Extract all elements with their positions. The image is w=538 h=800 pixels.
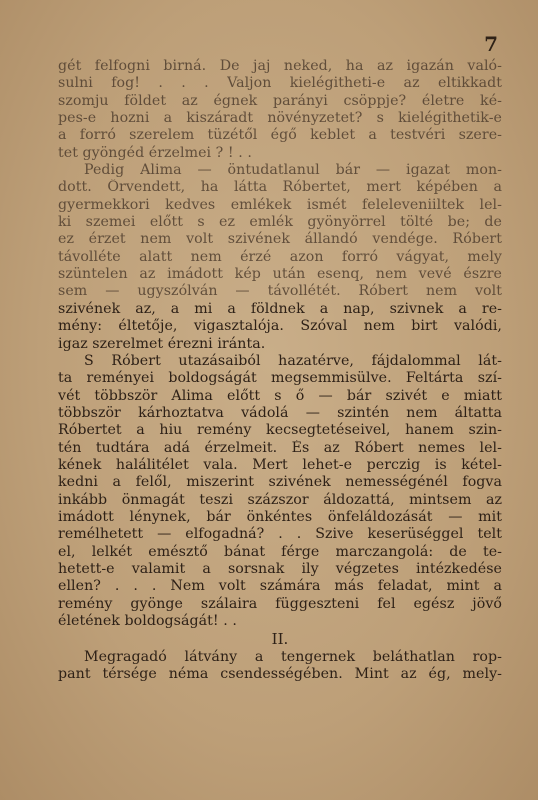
text-line: Róbertet a hiu remény kecsegtetéseivel, hanem szin- xyxy=(58,422,502,439)
text-line: gét felfogni birná. De jaj neked, ha az igazán való- xyxy=(58,58,502,74)
text-line: Pedig Alima — öntudatlanul bár — igazat mon- xyxy=(84,162,502,179)
page-number: 7 xyxy=(484,32,498,56)
text-line: el, lelkét emésztő bánat férge marczangolá: de te- xyxy=(58,543,502,560)
text-line: életének boldogságát! . . xyxy=(58,613,237,629)
text-line: gyermekkori kedves emlékek ismét feleleveniiltek lel- xyxy=(58,196,502,213)
text-line: S Róbert utazásaiból hazatérve, fájdalommal lát- xyxy=(84,352,502,369)
text-line: igaz szerelmet érezni iránta. xyxy=(58,335,266,352)
body-text xyxy=(58,58,502,683)
text-line: sulni fog! . . . Valjon kielégitheti-e az eltikkadt xyxy=(58,75,502,92)
text-line: remény gyönge szálaira függeszteni fel egész jövő xyxy=(58,595,502,612)
text-line: remélhetett — elfogadná? . . Szive keserüséggel telt xyxy=(58,526,502,543)
text-line: a forró szerelem tüzétől égő keblet a testvéri szere- xyxy=(58,127,502,144)
text-line: ki szemei előtt s ez emlék gyönyörrel tölté be; de xyxy=(58,214,502,231)
text-line: szomju földet az égnek parányi csöppje? életre ké- xyxy=(58,92,502,109)
text-line: pant térsége néma csendességében. Mint az ég, mely- xyxy=(58,666,502,683)
text-line: távolléte alatt nem érzé azon forró vágyat, mely xyxy=(58,248,502,265)
text-line: ellen? . . . Nem volt számára más feladat, mint a xyxy=(58,578,502,595)
text-line: Megragadó látvány a tengernek beláthatlan rop- xyxy=(84,648,502,665)
text-line: vét többször Alima előtt s ő — bár szivét e miatt xyxy=(58,387,502,404)
text-line: pes-e hozni a kiszáradt növényzetet? s kielégithetik-e xyxy=(58,110,502,127)
text-line: inkább önmagát teszi százszor áldozattá, mintsem az xyxy=(58,491,502,508)
text-line: dott. Örvendett, ha látta Róbertet, mert képében a xyxy=(58,179,502,196)
text-line: tet gyöngéd érzelmei ? ! . . xyxy=(58,144,252,161)
text-line: szivének az, a mi a földnek a nap, szivnek a re- xyxy=(58,300,502,317)
text-line: ez érzet nem volt szivének állandó vendége. Róbert xyxy=(58,231,502,248)
text-line: sem — ugyszólván — távollétét. Róbert nem volt xyxy=(58,283,502,300)
text-line: mény: éltetője, vigasztalója. Szóval nem birt valódi, xyxy=(58,318,502,335)
text-line: ta reményei boldogságát megsemmisülve. Feltárta szí- xyxy=(58,370,502,387)
text-line: kedni a felől, miszerint szivének nemességénél fogva xyxy=(58,474,502,491)
chapter-heading: II. xyxy=(271,630,289,649)
text-line: imádott lénynek, bár önkéntes önfeláldozását — mit xyxy=(58,508,502,525)
text-line: hetett-e valamit a sorsnak ily végzetes intézkedése xyxy=(58,560,502,577)
text-line: kének halálitélet vala. Mert lehet-e perczig is kétel- xyxy=(58,456,502,473)
text-line: szüntelen az imádott kép után esenq, nem vevé észre xyxy=(58,266,502,283)
text-line: többször kárhoztatva vádolá — szintén nem áltatta xyxy=(58,404,502,421)
text-line: tén tudtára adá érzelmeit. És az Róbert nemes lel- xyxy=(58,439,502,456)
